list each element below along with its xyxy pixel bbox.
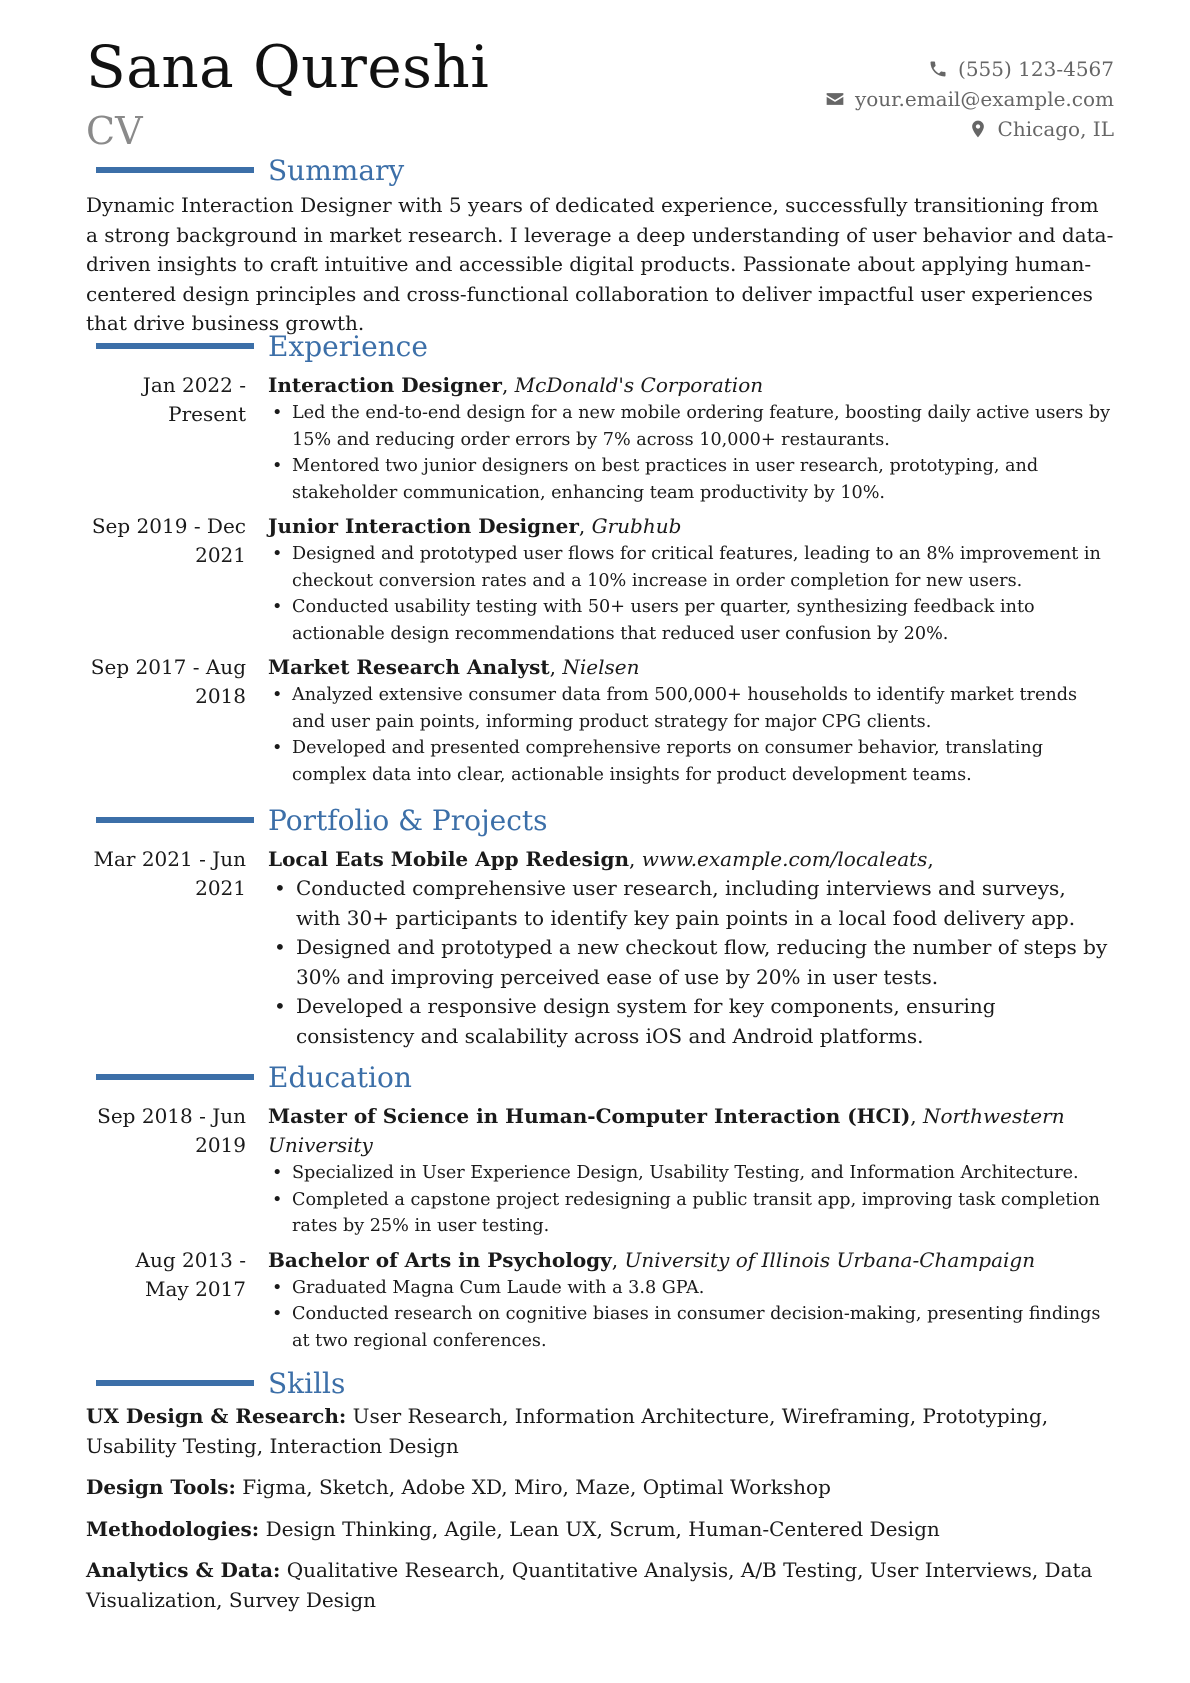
- list-item: • Conducted research on cognitive biases in consumer decision-making, presenting findings at two regional conferences.: [268, 1301, 1114, 1354]
- section-rule: [96, 167, 254, 173]
- list-item: • Mentored two junior designers on best practices in user research, prototyping, and stakeholder communication, enhancing team productivity by 10%.: [268, 453, 1114, 506]
- section-title: Education: [268, 1061, 412, 1094]
- section-header: [86, 331, 1114, 365]
- section-title: Experience: [268, 330, 428, 363]
- entry-date: Sep 2018 - Jun 2019: [97, 1104, 246, 1157]
- section-title: Summary: [268, 154, 405, 187]
- entry-org: Grubhub: [591, 514, 682, 538]
- skill-value: Design Thinking, Agile, Lean UX, Scrum, Human-Centered Design: [265, 1516, 940, 1541]
- skill-row: [86, 1556, 1114, 1615]
- projects-section: [86, 805, 1114, 1051]
- experience-entry: [86, 653, 1114, 788]
- list-item: • Conducted usability testing with 50+ users per quarter, synthesizing feedback into actionable design recommendations that reduced user confusion by 20%.: [268, 594, 1114, 647]
- entry-date: Aug 2013 - May 2017: [135, 1247, 246, 1301]
- summary-text: Dynamic Interaction Designer with 5 years of dedicated experience, successfully transitioning from a strong background in market research. I leverage a deep understanding of user behavior and data-driven insights to craft intuitive and accessible digital products. Passionate about applying human-centered design principles and cross-functional collaboration to deliver impactful user experiences that drive business growth.: [86, 193, 1114, 335]
- entry-org: McDonald's Corporation: [514, 373, 764, 397]
- list-item: • Designed and prototyped a new checkout flow, reducing the number of steps by 30% and improving perceived ease of use by 20% in user tests.: [268, 933, 1114, 992]
- list-item: • Led the end-to-end design for a new mobile ordering feature, boosting daily active users by 15% and reducing order errors by 7% across 10,000+ restaurants.: [268, 400, 1114, 453]
- entry-role: Local Eats Mobile App Redesign: [268, 847, 629, 871]
- entry-title: Junior Interaction Designer, Grubhub: [268, 514, 682, 538]
- section-header: [86, 1062, 1114, 1096]
- entry-org: Northwestern University: [268, 1104, 1065, 1157]
- entry-date: Sep 2019 - Dec 2021: [91, 514, 246, 567]
- skill-label: Design Tools:: [86, 1475, 236, 1499]
- person-name: Sana Qureshi: [86, 33, 490, 101]
- entry-role: Bachelor of Arts in Psychology: [268, 1247, 612, 1272]
- section-header: [86, 805, 1114, 839]
- entry-body: [268, 653, 1114, 788]
- entry-date: Mar 2021 - Jun 2021: [93, 847, 246, 900]
- entry-title: Interaction Designer, McDonald's Corporation: [268, 373, 764, 397]
- experience-section: [86, 331, 1114, 788]
- experience-entry: [86, 512, 1114, 647]
- phone-icon: [928, 59, 948, 79]
- entry-body: [268, 845, 1114, 1051]
- entry-role: Market Research Analyst: [268, 655, 550, 679]
- skill-row: [86, 1473, 1114, 1503]
- entry-body: [268, 371, 1114, 506]
- list-item: • Analyzed extensive consumer data from 500,000+ households to identify market trends and user pain points, informing product strategy for major CPG clients.: [268, 682, 1114, 735]
- list-item: • Conducted comprehensive user research, including interviews and surveys, with 30+ participants to identify key pain points in a local food delivery app.: [268, 874, 1114, 933]
- contact-block: [825, 54, 1114, 144]
- entry-body: [268, 512, 1114, 647]
- entry-org: University of Illinois Urbana-Champaign: [624, 1247, 1036, 1272]
- entry-title: Bachelor of Arts in Psychology, University of Illinois Urbana-Champaign: [268, 1247, 1036, 1272]
- contact-phone: [825, 54, 1114, 84]
- skills-section: [86, 1368, 1114, 1627]
- section-header: [86, 1368, 1114, 1402]
- email-text[interactable]: your.email@example.com: [854, 87, 1114, 111]
- entry-bullets: [268, 541, 1114, 647]
- skill-label: UX Design & Research:: [86, 1404, 347, 1428]
- skill-label: Methodologies:: [86, 1516, 260, 1541]
- skill-value: User Research, Information Architecture, Wireframing, Prototyping, Usability Testing, Interaction Design: [86, 1404, 1049, 1458]
- location-text: Chicago, IL: [997, 117, 1114, 141]
- document-subtitle: CV: [86, 109, 143, 153]
- skill-row: [86, 1515, 1114, 1545]
- skill-value: Qualitative Research, Quantitative Analysis, A/B Testing, User Interviews, Data Visualization, Survey Design: [86, 1558, 1093, 1612]
- entry-title: Local Eats Mobile App Redesign, www.example.com/localeats,: [268, 847, 934, 871]
- entry-role: Junior Interaction Designer: [268, 514, 579, 538]
- list-item: • Specialized in User Experience Design, Usability Testing, and Information Architecture.: [268, 1160, 1114, 1187]
- contact-location: [825, 114, 1114, 144]
- envelope-icon: [825, 89, 845, 109]
- section-rule: [96, 1074, 254, 1080]
- entry-bullets: [268, 1160, 1114, 1240]
- list-item: • Graduated Magna Cum Laude with a 3.8 GPA.: [268, 1275, 1114, 1302]
- entry-bullets: [268, 400, 1114, 506]
- education-entry: [86, 1102, 1114, 1240]
- entry-trailing: ,: [927, 847, 934, 871]
- entry-org: Nielsen: [562, 655, 640, 679]
- entry-bullets: [268, 874, 1114, 1051]
- skill-label: Analytics & Data:: [86, 1558, 281, 1582]
- entry-body: [268, 1102, 1114, 1240]
- summary-section: [86, 155, 1114, 339]
- entry-title: Master of Science in Human-Computer Interaction (HCI), Northwestern University: [268, 1104, 1065, 1157]
- experience-entry: [86, 371, 1114, 506]
- section-rule: [96, 817, 254, 823]
- section-title: Portfolio & Projects: [268, 804, 548, 837]
- entry-role: Interaction Designer: [268, 373, 502, 397]
- education-entry: [86, 1246, 1114, 1355]
- entry-title: Market Research Analyst, Nielsen: [268, 655, 640, 679]
- section-title: Skills: [268, 1367, 346, 1400]
- list-item: • Developed and presented comprehensive reports on consumer behavior, translating complex data into clear, actionable insights for product development teams.: [268, 735, 1114, 788]
- project-link[interactable]: www.example.com/localeats: [641, 847, 928, 871]
- section-rule: [96, 343, 254, 349]
- skill-row: [86, 1402, 1114, 1461]
- entry-bullets: [268, 1275, 1114, 1355]
- list-item: • Completed a capstone project redesigning a public transit app, improving task completion rates by 25% in user testing.: [268, 1187, 1114, 1240]
- map-marker-icon: [968, 119, 988, 139]
- list-item: • Developed a responsive design system for key components, ensuring consistency and scalability across iOS and Android platforms.: [268, 992, 1114, 1051]
- project-entry: [86, 845, 1114, 1051]
- list-item: • Designed and prototyped user flows for critical features, leading to an 8% improvement in checkout conversion rates and a 10% increase in order completion for new users.: [268, 541, 1114, 594]
- entry-role: Master of Science in Human-Computer Interaction (HCI): [268, 1104, 911, 1128]
- entry-date: Jan 2022 - Present: [142, 373, 246, 426]
- entry-bullets: [268, 682, 1114, 788]
- phone-text: (555) 123-4567: [958, 57, 1114, 81]
- contact-email[interactable]: [825, 84, 1114, 114]
- entry-date: Sep 2017 - Aug 2018: [90, 655, 246, 708]
- entry-body: [268, 1246, 1114, 1355]
- skill-value: Figma, Sketch, Adobe XD, Miro, Maze, Optimal Workshop: [242, 1475, 831, 1499]
- education-section: [86, 1062, 1114, 1354]
- section-rule: [96, 1380, 254, 1386]
- section-header: [86, 155, 1114, 189]
